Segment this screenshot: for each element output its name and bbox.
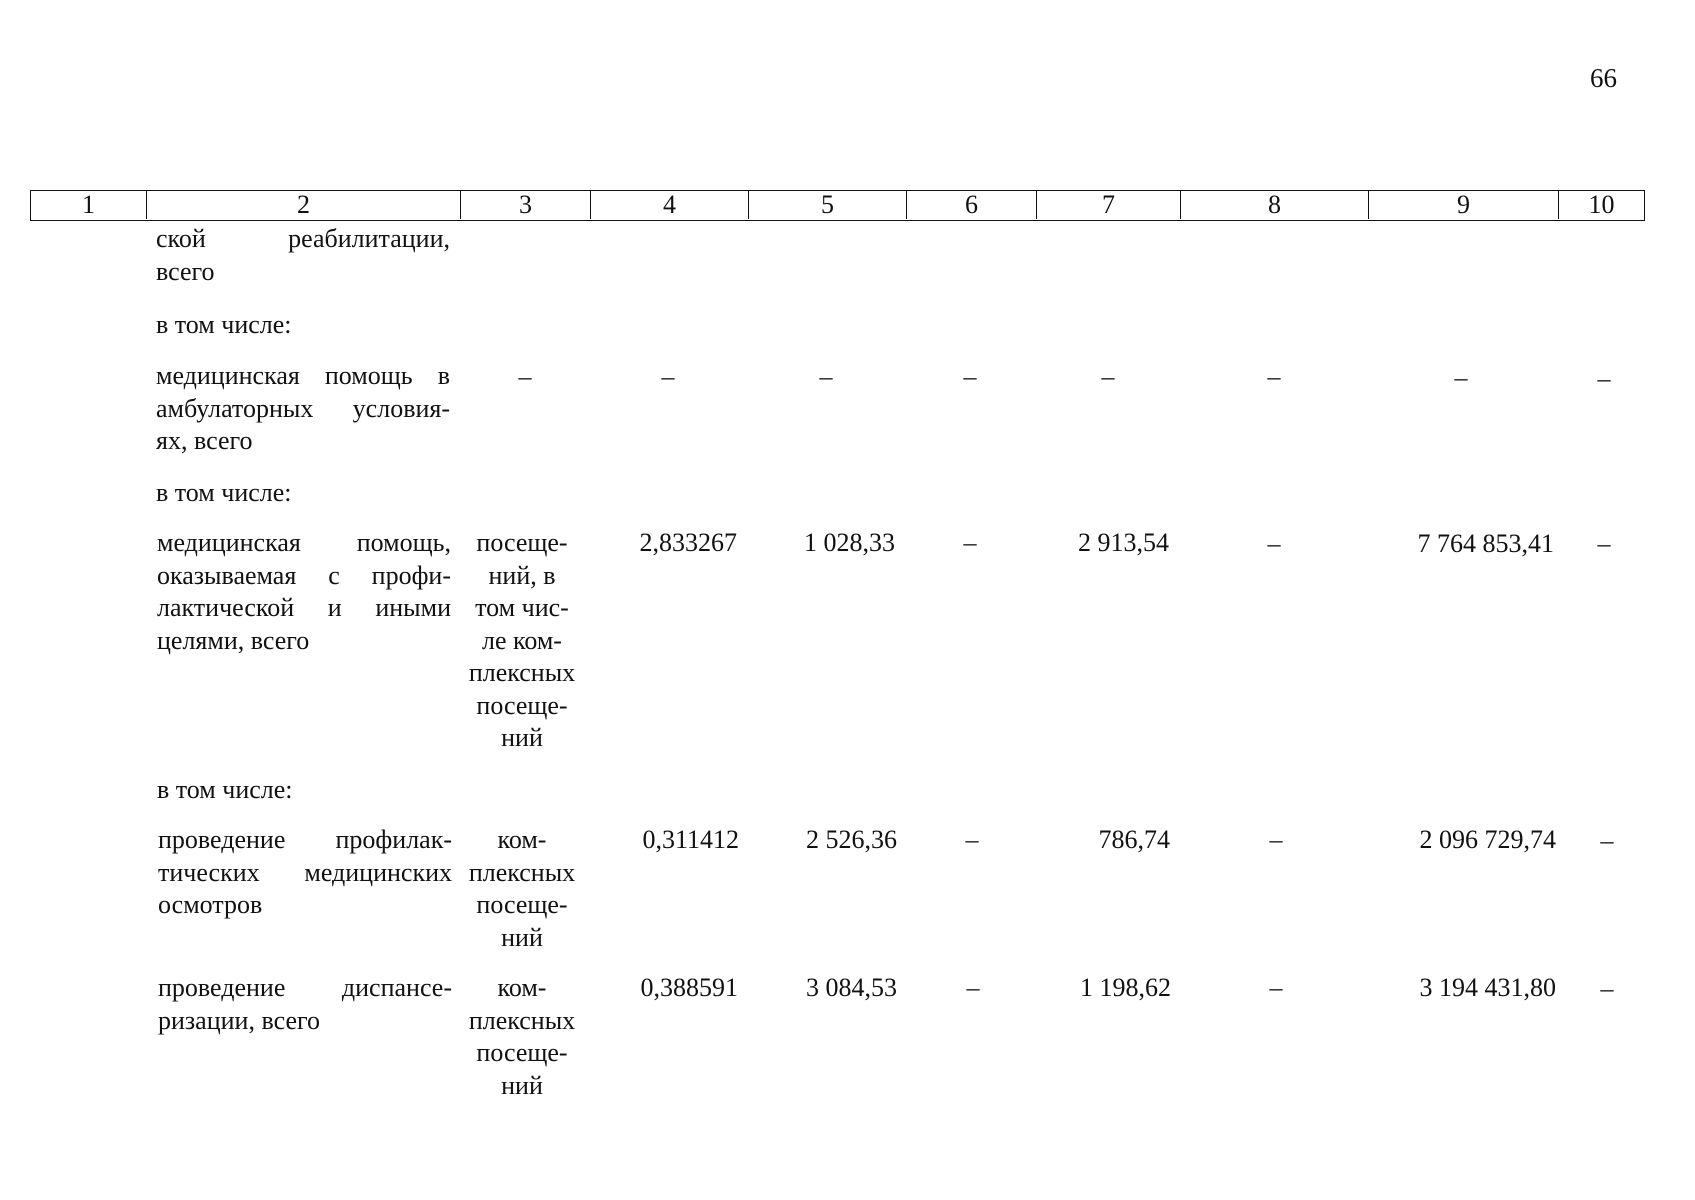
cell-col7: 1 198,62 — [1080, 973, 1171, 1002]
cell-col6: – — [965, 825, 979, 854]
unit-of-measure — [462, 527, 582, 755]
column-number-7: 7 — [1036, 191, 1180, 219]
cell-col4: 0,311412 — [642, 825, 739, 854]
name-line: лактической и иными — [157, 593, 451, 622]
unit-line: ле ком- — [482, 625, 562, 655]
unit-line: ком- — [497, 825, 547, 854]
column-number-4: 4 — [590, 191, 748, 219]
name-line: проведение диспансе- — [158, 973, 452, 1002]
cell-col6: – — [966, 973, 980, 1002]
cell-col5: 1 028,33 — [804, 528, 895, 557]
unit-line: посеще- — [476, 890, 568, 919]
unit-line: ний — [501, 1070, 543, 1100]
subheading-in-that-number: в том числе: — [156, 310, 292, 339]
column-number-5: 5 — [748, 191, 906, 219]
column-number-10: 10 — [1558, 191, 1644, 219]
unit-line: плексных — [468, 1005, 576, 1035]
name-line: ризации, всего — [158, 1005, 321, 1035]
table-row-name — [156, 360, 450, 458]
column-number-6: 6 — [906, 191, 1036, 219]
cell-col7: 786,74 — [1098, 825, 1170, 854]
name-line: тических медицинских — [158, 857, 452, 887]
column-number-1: 1 — [82, 190, 95, 219]
table-row-name — [158, 824, 452, 922]
cell-col8: – — [1269, 825, 1283, 854]
unit-line: плексных — [468, 658, 576, 687]
subheading-in-that-number: в том числе: — [156, 478, 292, 507]
cell-col10: – — [1600, 974, 1614, 1003]
cell-col6: – — [963, 362, 977, 391]
column-number-9: 9 — [1368, 191, 1558, 219]
cell-col8: – — [1267, 529, 1281, 558]
cell-col5: – — [819, 362, 833, 391]
table-row-name — [158, 972, 452, 1037]
table-row-name — [157, 527, 451, 657]
table-row-name — [156, 223, 450, 288]
unit-line: плексных — [468, 857, 576, 887]
column-number-header — [30, 190, 1645, 221]
name-line: ях, всего — [156, 426, 253, 455]
name-line: оказываемая с профи- — [157, 560, 451, 590]
cell-col9: – — [1454, 363, 1468, 392]
unit-line: том чис- — [475, 593, 569, 622]
name-line: осмотров — [158, 890, 263, 919]
cell-col10: – — [1600, 826, 1614, 855]
cell-col4: – — [661, 362, 675, 391]
name-line: проведение профилак- — [158, 825, 452, 854]
column-number-8: 8 — [1180, 191, 1368, 219]
cell-col5: 2 526,36 — [806, 825, 897, 854]
cell-col8: – — [1269, 973, 1283, 1002]
page-number: 66 — [1590, 63, 1617, 93]
unit-line: посеще- — [476, 528, 568, 557]
name-line: амбулаторных условия- — [156, 393, 450, 423]
name-line: медицинская помощь, — [157, 528, 451, 557]
name-line: медицинская помощь в — [156, 361, 450, 390]
cell-col9: 7 764 853,41 — [1417, 529, 1554, 558]
cell-col7: – — [1101, 362, 1115, 391]
column-number-2: 2 — [146, 191, 460, 219]
name-line: всего — [156, 256, 215, 286]
column-number-3: 3 — [460, 191, 590, 219]
cell-col3: – — [518, 362, 532, 391]
unit-line: ком- — [497, 973, 547, 1002]
cell-col4: 0,388591 — [640, 973, 738, 1002]
cell-col9: 3 194 431,80 — [1419, 973, 1556, 1002]
name-line: целями, всего — [157, 625, 310, 655]
cell-col10: – — [1597, 529, 1611, 558]
cell-col9: 2 096 729,74 — [1419, 825, 1556, 854]
cell-col10: – — [1597, 364, 1611, 393]
cell-col8: – — [1267, 362, 1281, 391]
cell-col4: 2,833267 — [639, 528, 737, 557]
cell-col5: 3 084,53 — [806, 973, 897, 1002]
cell-col6: – — [963, 528, 977, 557]
unit-line: ний — [501, 723, 543, 752]
name-line: ской реабилитации, — [156, 224, 450, 253]
unit-line: посеще- — [476, 690, 568, 720]
subheading-in-that-number: в том числе: — [157, 775, 293, 804]
unit-line: ний — [501, 922, 543, 952]
unit-line: ний, в — [488, 560, 556, 590]
unit-line: посеще- — [476, 1038, 568, 1067]
cell-col7: 2 913,54 — [1078, 528, 1169, 557]
